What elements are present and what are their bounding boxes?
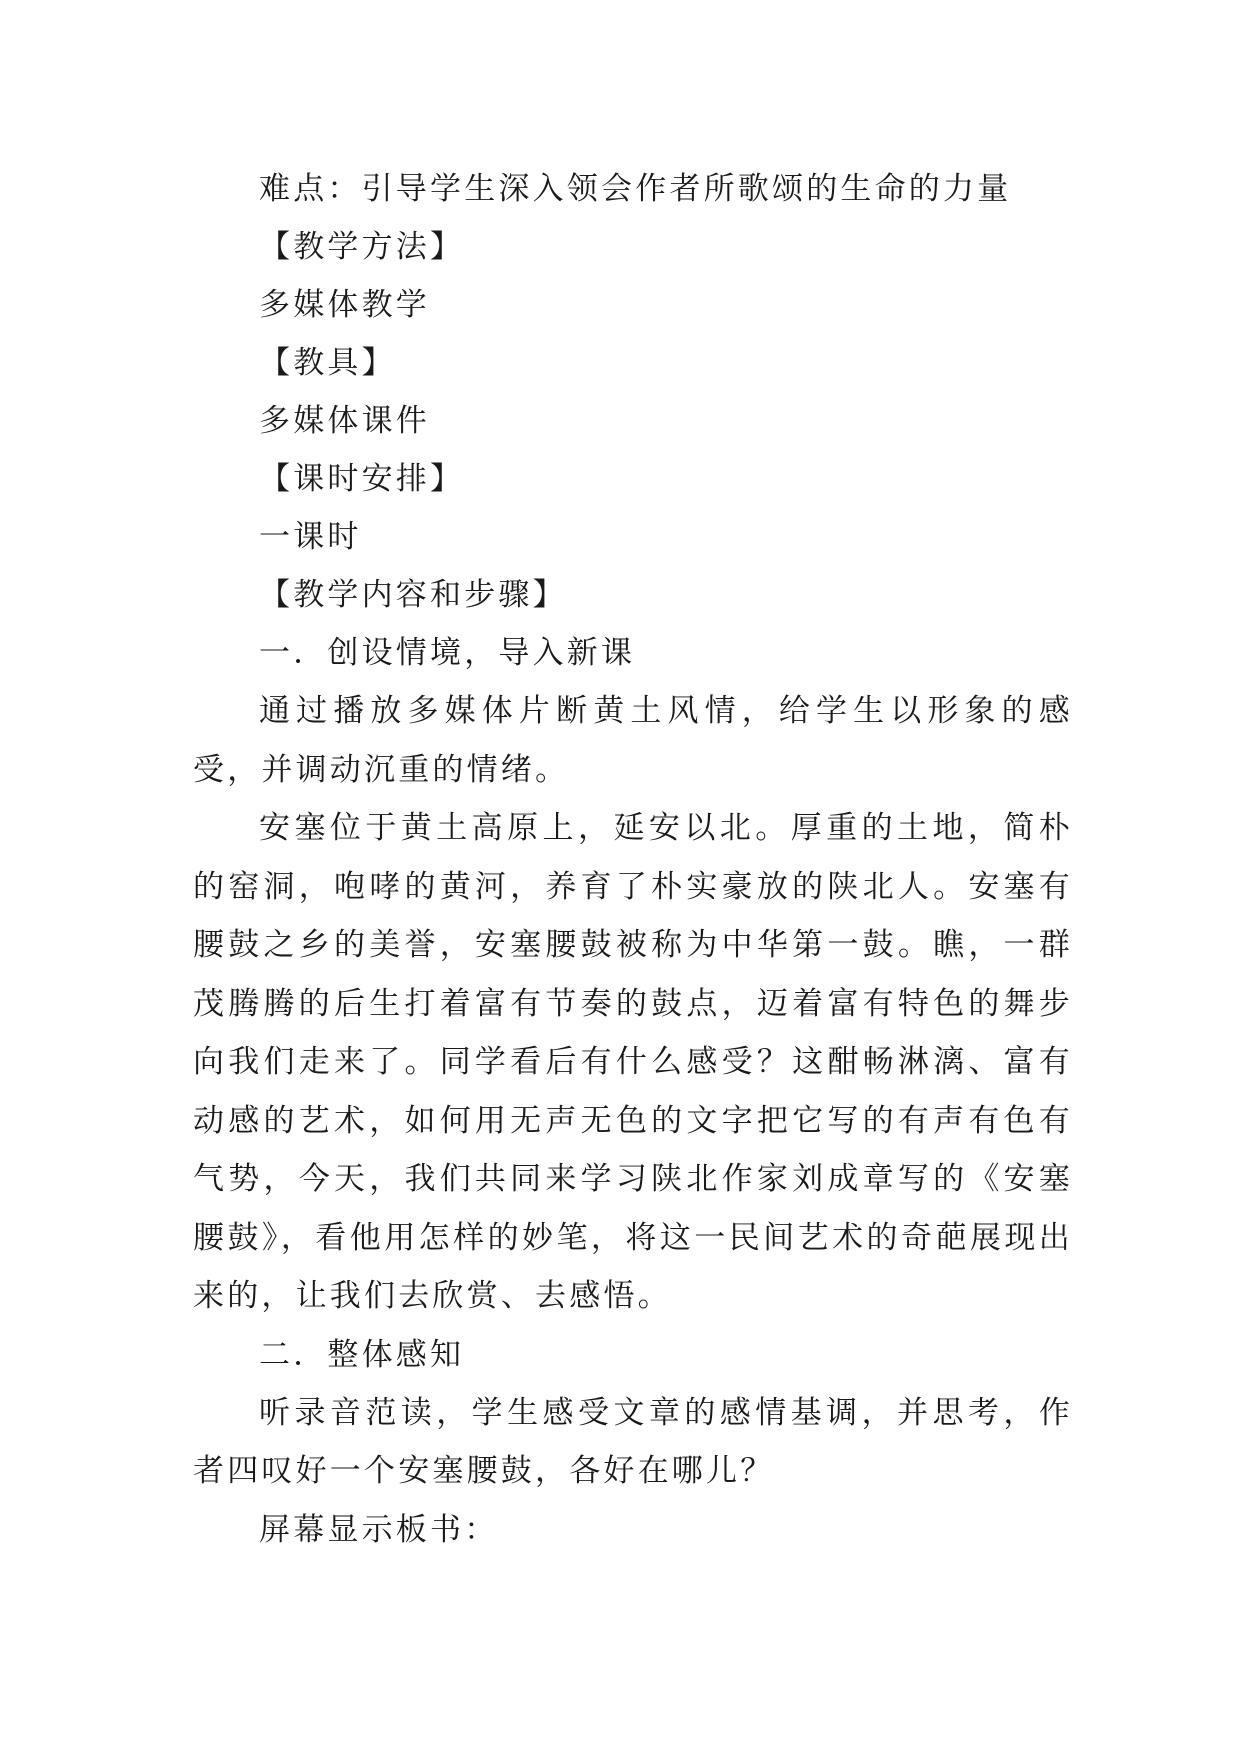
section-1-title: 一．创设情境，导入新课 xyxy=(259,635,636,671)
teaching-method-text: 多媒体教学 xyxy=(259,287,430,323)
section-1-paragraph-1: 通过播放多媒体片断黄土风情，给学生以形象的感受，并调动沉重的情绪。 xyxy=(193,693,1073,788)
schedule-text: 一课时 xyxy=(259,519,362,555)
section-2-paragraph-1: 听录音范读，学生感受文章的感情基调，并思考，作者四叹好一个安塞腰鼓，各好在哪儿？ xyxy=(193,1394,1073,1489)
teaching-aids-text: 多媒体课件 xyxy=(259,403,430,439)
section-2-board-label: 屏幕显示板书： xyxy=(259,1511,499,1548)
difficulty-line: 难点：引导学生深入领会作者所歌颂的生命的力量 xyxy=(259,171,1012,207)
schedule-heading: 【课时安排】 xyxy=(259,461,465,497)
section-2-title: 二．整体感知 xyxy=(259,1336,465,1373)
teaching-method-heading: 【教学方法】 xyxy=(259,229,465,265)
content-heading: 【教学内容和步骤】 xyxy=(259,577,567,613)
section-1-paragraph-2: 安塞位于黄土高原上，延安以北。厚重的土地，简朴的窑洞，咆哮的黄河，养育了朴实豪放的陕北人。安塞有腰鼓之乡的美誉，安塞腰鼓被称为中华第一鼓。瞧，一群茂腾腾的后生打着富有节奏的鼓点，迈着富有特色的舞步向我们走来了。同学看后有什么感受？这酣畅淋漓、富有动感的艺术，如何用无声无色的文字把它写的有声有色有气势，今天，我们共同来学习陕北作家刘成章写的《安塞腰鼓》，看他用怎样的妙笔，将这一民间艺术的奇葩展现出来的，让我们去欣赏、去感悟。 xyxy=(193,810,1073,1314)
document-body xyxy=(193,160,1073,1559)
teaching-aids-heading: 【教具】 xyxy=(259,345,396,381)
